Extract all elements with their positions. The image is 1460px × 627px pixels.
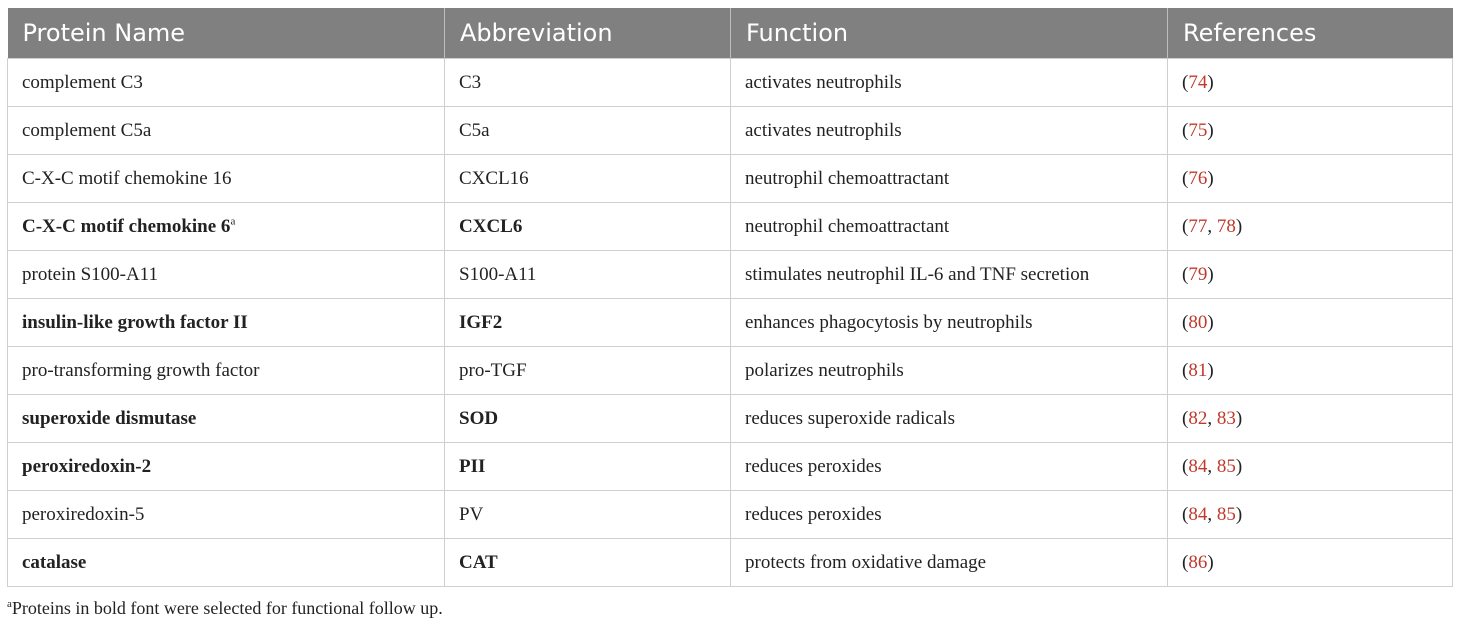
footnote-marker: a <box>7 598 12 610</box>
function-cell: stimulates neutrophil IL-6 and TNF secretion <box>731 251 1168 299</box>
protein-name: insulin-like growth factor II <box>22 311 248 333</box>
column-header-protein-name: Protein Name <box>8 8 445 59</box>
abbreviation-cell: C3 <box>445 59 731 107</box>
protein-name-cell <box>8 203 445 251</box>
protein-name: complement C3 <box>22 71 143 93</box>
protein-name-cell <box>8 539 445 587</box>
reference-link[interactable]: 82 <box>1188 407 1208 429</box>
function-cell: neutrophil chemoattractant <box>731 155 1168 203</box>
column-header-abbreviation: Abbreviation <box>445 8 731 59</box>
abbreviation-cell: SOD <box>445 395 731 443</box>
reference-link[interactable]: 79 <box>1188 263 1208 285</box>
references-cell: (76) <box>1168 155 1453 203</box>
protein-name: catalase <box>22 551 87 573</box>
table-row <box>8 203 1453 251</box>
table-row <box>8 347 1453 395</box>
protein-name-cell <box>8 107 445 155</box>
protein-name-cell <box>8 347 445 395</box>
abbreviation-cell: PV <box>445 491 731 539</box>
table-row <box>8 491 1453 539</box>
references-cell: (80) <box>1168 299 1453 347</box>
protein-name: superoxide dismutase <box>22 407 197 429</box>
table-row <box>8 539 1453 587</box>
abbreviation-cell: S100-A11 <box>445 251 731 299</box>
function-cell: reduces peroxides <box>731 491 1168 539</box>
reference-link[interactable]: 85 <box>1216 455 1236 477</box>
function-cell: polarizes neutrophils <box>731 347 1168 395</box>
protein-name-cell <box>8 251 445 299</box>
reference-link[interactable]: 86 <box>1188 551 1208 573</box>
table-row <box>8 107 1453 155</box>
function-cell: reduces superoxide radicals <box>731 395 1168 443</box>
protein-name: protein S100-A11 <box>22 263 158 285</box>
references-cell: (82, 83) <box>1168 395 1453 443</box>
protein-name-cell <box>8 59 445 107</box>
reference-link[interactable]: 83 <box>1216 407 1236 429</box>
references-cell: (75) <box>1168 107 1453 155</box>
abbreviation-cell: CAT <box>445 539 731 587</box>
references-cell: (84, 85) <box>1168 443 1453 491</box>
reference-link[interactable]: 77 <box>1188 215 1208 237</box>
abbreviation-cell: CXCL6 <box>445 203 731 251</box>
reference-link[interactable]: 80 <box>1188 311 1208 333</box>
protein-name: C-X-C motif chemokine 6 <box>22 215 231 237</box>
reference-link[interactable]: 81 <box>1188 359 1208 381</box>
references-cell: (84, 85) <box>1168 491 1453 539</box>
reference-link[interactable]: 76 <box>1188 167 1208 189</box>
table-row <box>8 395 1453 443</box>
protein-name: peroxiredoxin-5 <box>22 503 145 525</box>
references-cell: (77, 78) <box>1168 203 1453 251</box>
function-cell: activates neutrophils <box>731 59 1168 107</box>
reference-link[interactable]: 84 <box>1188 455 1208 477</box>
reference-link[interactable]: 74 <box>1188 71 1208 93</box>
references-cell: (74) <box>1168 59 1453 107</box>
abbreviation-cell: pro-TGF <box>445 347 731 395</box>
reference-link[interactable]: 78 <box>1216 215 1236 237</box>
table-body <box>8 59 1453 587</box>
function-cell: protects from oxidative damage <box>731 539 1168 587</box>
footnote-marker: a <box>230 215 236 228</box>
protein-name-cell <box>8 299 445 347</box>
column-header-function: Function <box>731 8 1168 59</box>
table-row <box>8 299 1453 347</box>
abbreviation-cell: IGF2 <box>445 299 731 347</box>
protein-name-cell <box>8 443 445 491</box>
protein-name: peroxiredoxin-2 <box>22 455 152 477</box>
column-header-references: References <box>1168 8 1453 59</box>
abbreviation-cell: C5a <box>445 107 731 155</box>
function-cell: enhances phagocytosis by neutrophils <box>731 299 1168 347</box>
protein-name: pro-transforming growth factor <box>22 359 260 381</box>
table-row <box>8 251 1453 299</box>
table-row <box>8 155 1453 203</box>
references-cell: (81) <box>1168 347 1453 395</box>
protein-name-cell <box>8 155 445 203</box>
protein-name: C-X-C motif chemokine 16 <box>22 167 232 189</box>
protein-name-cell <box>8 491 445 539</box>
references-cell: (86) <box>1168 539 1453 587</box>
table-footnote <box>7 598 443 619</box>
function-cell: neutrophil chemoattractant <box>731 203 1168 251</box>
references-cell: (79) <box>1168 251 1453 299</box>
protein-name-cell <box>8 395 445 443</box>
table-row <box>8 443 1453 491</box>
table-row <box>8 59 1453 107</box>
reference-link[interactable]: 75 <box>1188 119 1208 141</box>
reference-link[interactable]: 85 <box>1216 503 1236 525</box>
function-cell: reduces peroxides <box>731 443 1168 491</box>
protein-name: complement C5a <box>22 119 152 141</box>
abbreviation-cell: PII <box>445 443 731 491</box>
table-header-row <box>8 8 1453 59</box>
protein-table <box>7 8 1453 587</box>
reference-link[interactable]: 84 <box>1188 503 1208 525</box>
function-cell: activates neutrophils <box>731 107 1168 155</box>
abbreviation-cell: CXCL16 <box>445 155 731 203</box>
footnote-text: Proteins in bold font were selected for functional follow up. <box>11 598 443 618</box>
